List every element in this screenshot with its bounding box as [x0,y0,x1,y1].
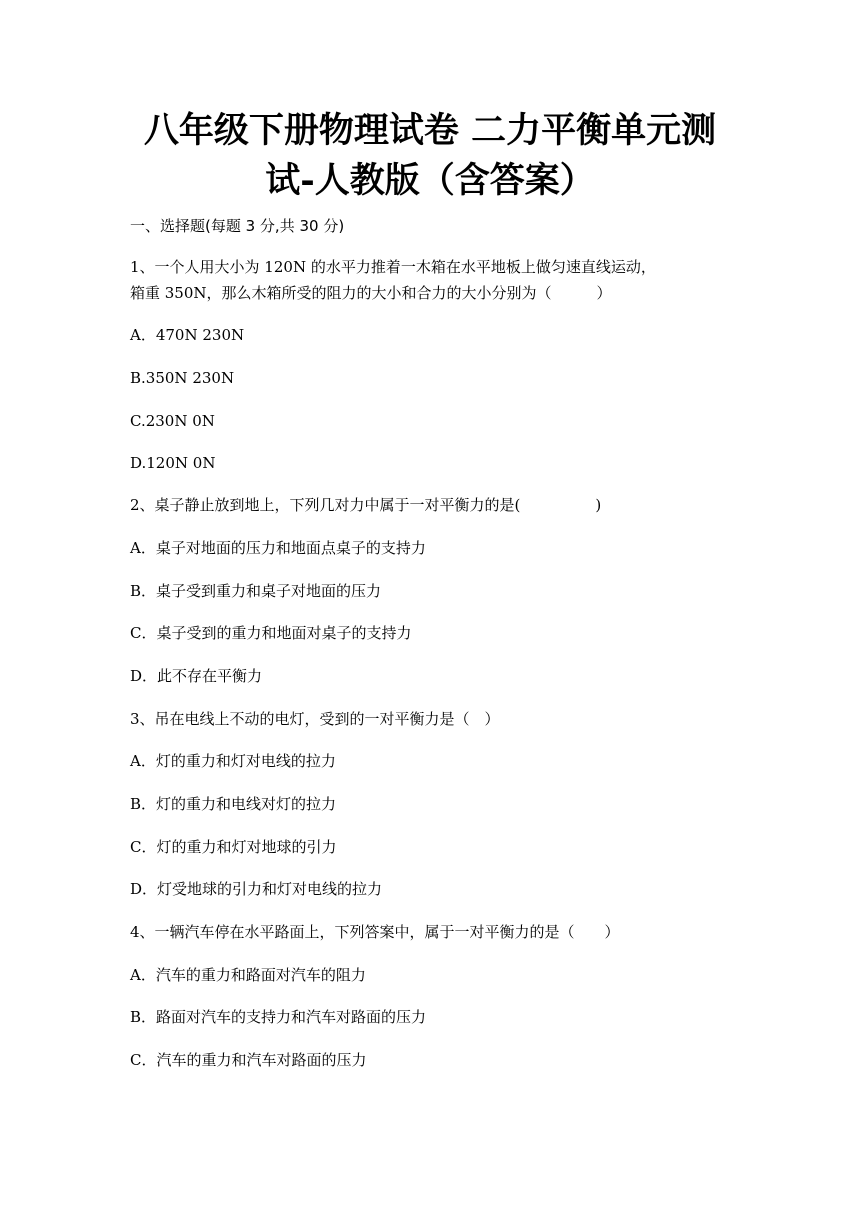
question-3-stem: 3、吊在电线上不动的电灯，受到的一对平衡力是（ ） [130,710,500,728]
question-2-stem: 2、桌子静止放到地上，下列几对力中属于一对平衡力的是( ) [130,496,602,514]
question-4-option-a: A．汽车的重力和路面对汽车的阻力 [130,966,366,984]
question-1-stem-line-2: 箱重 350N，那么木箱所受的阻力的大小和合力的大小分别为（ ） [130,284,612,302]
question-1-option-d: D.120N 0N [130,454,216,472]
question-3-option-b: B．灯的重力和电线对灯的拉力 [130,795,337,813]
question-2-option-a: A．桌子对地面的压力和地面点桌子的支持力 [130,539,426,557]
question-2-option-b: B．桌子受到重力和桌子对地面的压力 [130,582,382,600]
question-4-stem: 4、一辆汽车停在水平路面上，下列答案中，属于一对平衡力的是（ ） [130,923,620,941]
question-4-option-b: B．路面对汽车的支持力和汽车对路面的压力 [130,1008,427,1026]
question-3-option-a: A．灯的重力和灯对电线的拉力 [130,752,336,770]
title-line-1: 八年级下册物理试卷 二力平衡单元测 [143,110,717,151]
question-3-option-c: C．灯的重力和灯对地球的引力 [130,838,337,856]
section-heading: 一、选择题(每题 3 分,共 30 分) [130,217,345,235]
question-1-stem-line-1: 1、一个人用大小为 120N 的水平力推着一木箱在水平地板上做匀速直线运动， [130,258,656,276]
question-1-option-a: A．470N 230N [130,326,245,344]
question-3-option-d: D．灯受地球的引力和灯对电线的拉力 [130,880,383,898]
question-2-option-c: C．桌子受到的重力和地面对桌子的支持力 [130,624,412,642]
question-4-option-c: C．汽车的重力和汽车对路面的压力 [130,1051,367,1069]
question-1-option-c: C.230N 0N [130,412,215,430]
title-line-2: 试-人教版（含答案） [265,160,595,201]
question-2-option-d: D．此不存在平衡力 [130,667,263,685]
question-1-option-b: B.350N 230N [130,369,235,387]
document-title [60,106,800,206]
